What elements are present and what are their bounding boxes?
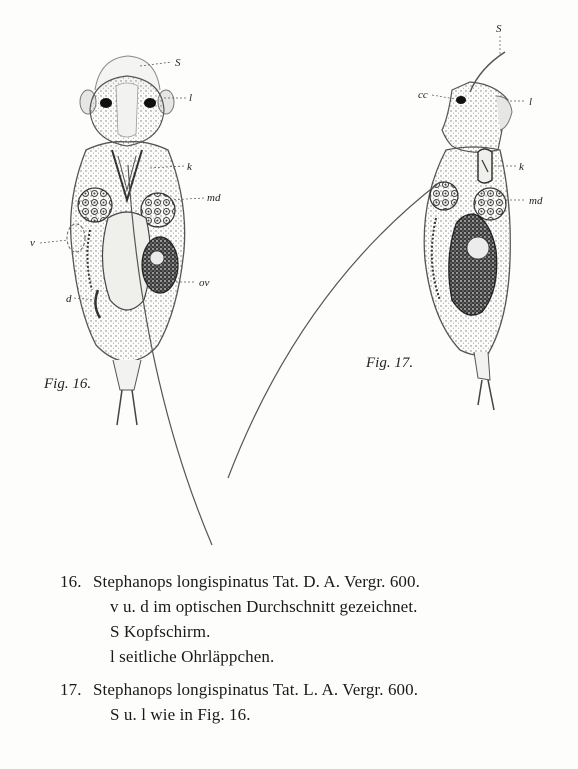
- caption-16-line-2: v u. d im optischen Durchschnitt gezeichnet.: [110, 597, 418, 616]
- figure-17-letter-k: k: [519, 161, 524, 173]
- figure-16-letter-v: v: [30, 237, 35, 249]
- caption-16-number: 16.: [60, 572, 82, 591]
- caption-16-line-1: Stephanops longispinatus Tat. D. A. Vergr. 600.: [93, 572, 420, 591]
- figure-17-letter-cc: cc: [418, 89, 428, 101]
- figure-16-letter-ov: ov: [199, 277, 210, 289]
- figure-16-letter-d: d: [66, 293, 72, 305]
- figure-17-letter-l: l: [529, 96, 533, 108]
- figure-16-letter-l: l: [189, 92, 193, 104]
- figure-16-label: Fig. 16.: [44, 376, 92, 392]
- caption-17-number: 17.: [60, 680, 82, 699]
- caption-16-line-3: S Kopfschirm.: [110, 622, 211, 641]
- figure-17-drawing: [228, 23, 543, 478]
- figure-16-letter-md: md: [207, 192, 221, 204]
- figure-16-letter-s: S: [175, 57, 181, 69]
- figure-16-drawing: [30, 56, 221, 545]
- figure-17-letter-md: md: [529, 195, 543, 207]
- caption-17-line-2: S u. l wie in Fig. 16.: [110, 705, 251, 724]
- figure-16-letter-k: k: [187, 161, 192, 173]
- caption-17-line-1: Stephanops longispinatus Tat. L. A. Vergr. 600.: [93, 680, 419, 699]
- figure-17-label: Fig. 17.: [366, 355, 414, 371]
- figure-17-letter-s: S: [496, 23, 502, 35]
- caption-16-line-4: l seitliche Ohrläppchen.: [110, 647, 275, 666]
